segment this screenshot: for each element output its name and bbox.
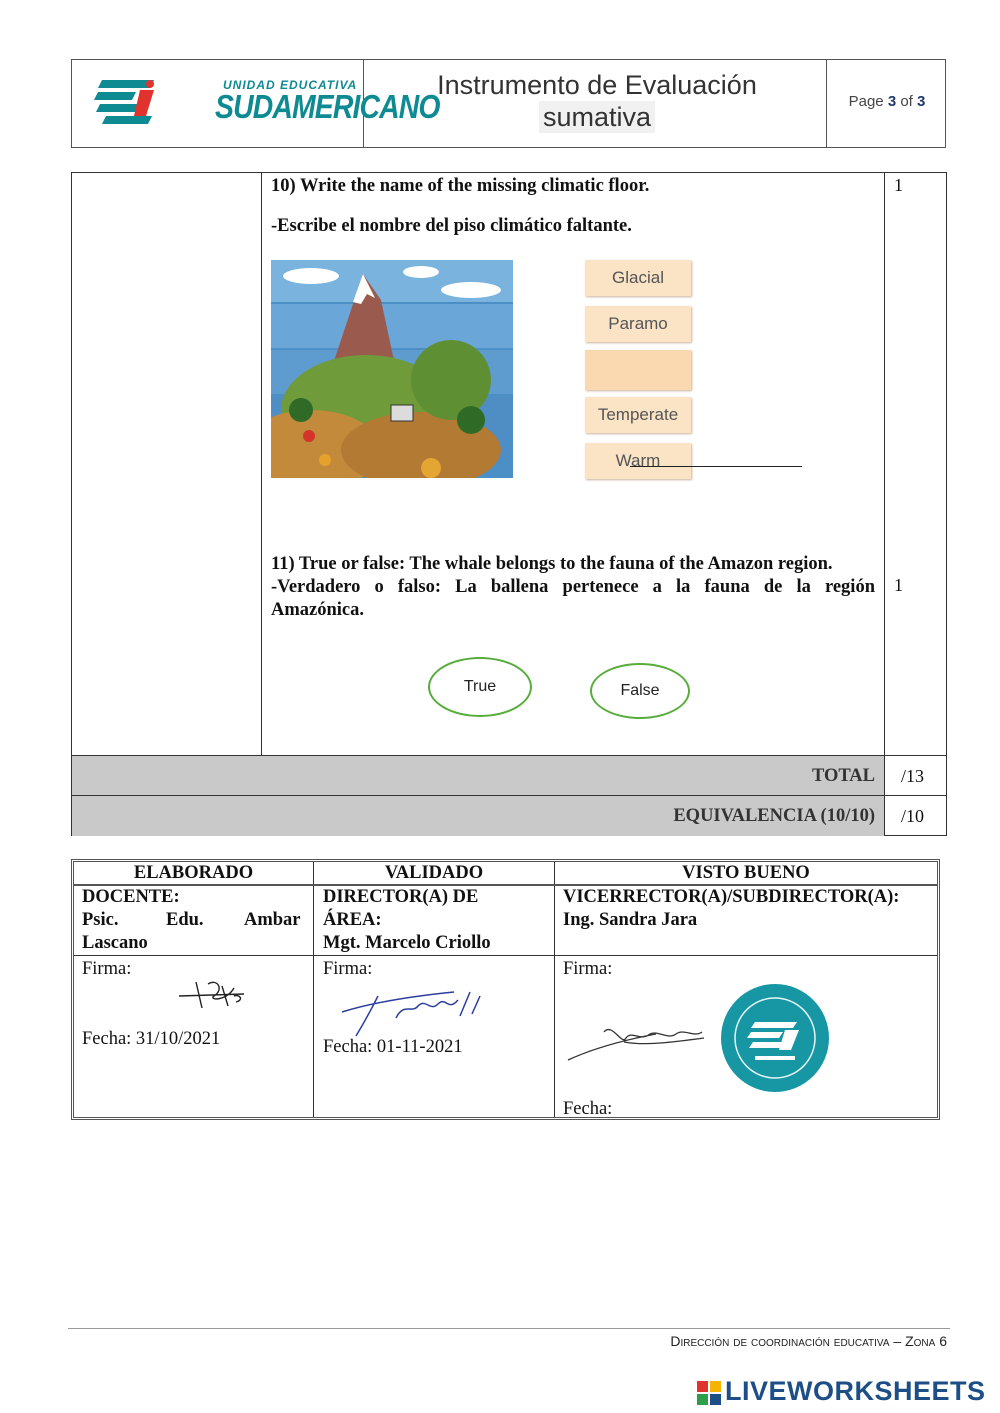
column-divider xyxy=(261,173,262,755)
floor-label-glacial: Glacial xyxy=(585,260,691,296)
director-role-area: ÁREA: xyxy=(323,910,382,930)
question-10-subtitle: -Escribe el nombre del piso climático faltante. xyxy=(271,216,632,236)
signature-director-icon xyxy=(334,982,504,1040)
header-divider xyxy=(826,60,827,147)
docente-name-part: Edu. xyxy=(166,910,204,930)
floor-label-warm: Warm xyxy=(585,443,691,479)
question-11-score: 1 xyxy=(894,575,903,595)
answer-line[interactable] xyxy=(630,465,802,467)
docente-role: DOCENTE: xyxy=(82,887,180,907)
title-line-1: Instrumento de Evaluación xyxy=(437,70,757,100)
question-11-title: 11) True or false: The whale belongs to the fauna of the Amazon region. xyxy=(271,554,833,574)
missing-floor-blank[interactable] xyxy=(585,350,691,390)
header-visto-bueno: VISTO BUENO xyxy=(682,863,810,883)
footer-rule xyxy=(68,1328,950,1329)
title-line-2: sumativa xyxy=(539,101,655,133)
equivalencia-value: /10 xyxy=(901,806,925,826)
signature-vicerrector-icon xyxy=(564,1012,714,1072)
document-header xyxy=(71,59,946,148)
school-logo-icon xyxy=(94,76,156,128)
total-label: TOTAL xyxy=(811,766,875,786)
questions-table xyxy=(71,172,947,836)
header-validado: VALIDADO xyxy=(384,863,484,883)
document-title xyxy=(377,69,817,133)
firma-label: Firma: xyxy=(82,959,132,979)
column-divider xyxy=(554,862,555,1117)
page-total: 3 xyxy=(917,93,926,110)
firma-label: Firma: xyxy=(563,959,613,979)
fecha-docente: Fecha: 31/10/2021 xyxy=(82,1029,221,1049)
equivalencia-label: EQUIVALENCIA (10/10) xyxy=(673,806,875,826)
total-value: /13 xyxy=(901,766,925,786)
fecha-vicerrector: Fecha: xyxy=(563,1099,613,1119)
signature-docente-icon xyxy=(174,974,254,1014)
climatic-floors-illustration xyxy=(271,260,513,478)
vicerrector-role: VICERRECTOR(A)/SUBDIRECTOR(A): xyxy=(563,887,900,907)
question-11-subtitle-end: Amazónica. xyxy=(271,600,364,620)
docente-name-part: Ambar xyxy=(244,910,301,930)
docente-name-part: Psic. xyxy=(82,910,119,930)
firma-label: Firma: xyxy=(323,959,373,979)
question-10-title: 10) Write the name of the missing climatic floor. xyxy=(271,176,650,196)
liveworksheets-brand[interactable]: LIVEWORKSHEETS xyxy=(725,1376,986,1406)
fecha-director: Fecha: 01-11-2021 xyxy=(323,1037,463,1057)
director-name: Mgt. Marcelo Criollo xyxy=(323,933,491,953)
header-elaborado: ELABORADO xyxy=(133,863,254,883)
liveworksheets-logo-icon xyxy=(697,1381,721,1405)
column-divider xyxy=(884,173,885,835)
page-indicator xyxy=(828,93,946,110)
question-10-score: 1 xyxy=(894,175,903,195)
page-prefix: Page xyxy=(848,93,884,110)
page-number: 3 xyxy=(887,93,897,110)
signature-table xyxy=(71,859,940,1120)
question-11-subtitle: -Verdadero o falso: La ballena pertenece a la fauna de la región xyxy=(271,577,875,597)
logo-top-text: UNIDAD EDUCATIVA xyxy=(223,78,358,92)
logo-main-text: SUDAMERICANO xyxy=(215,88,440,125)
vicerrectorado-seal-icon xyxy=(719,982,831,1094)
column-divider xyxy=(313,862,314,1117)
true-option[interactable]: True xyxy=(428,657,532,717)
footer-text: Dirección de coordinación educativa – Zona 6 xyxy=(670,1333,947,1349)
false-option[interactable]: False xyxy=(590,663,690,719)
floor-label-temperate: Temperate xyxy=(585,397,691,433)
vicerrector-name: Ing. Sandra Jara xyxy=(563,910,698,930)
page-of: of xyxy=(900,93,913,110)
director-role: DIRECTOR(A) DE xyxy=(323,887,479,907)
row-divider xyxy=(74,955,937,956)
docente-name-part: Lascano xyxy=(82,933,148,953)
floor-label-paramo: Paramo xyxy=(585,306,691,342)
